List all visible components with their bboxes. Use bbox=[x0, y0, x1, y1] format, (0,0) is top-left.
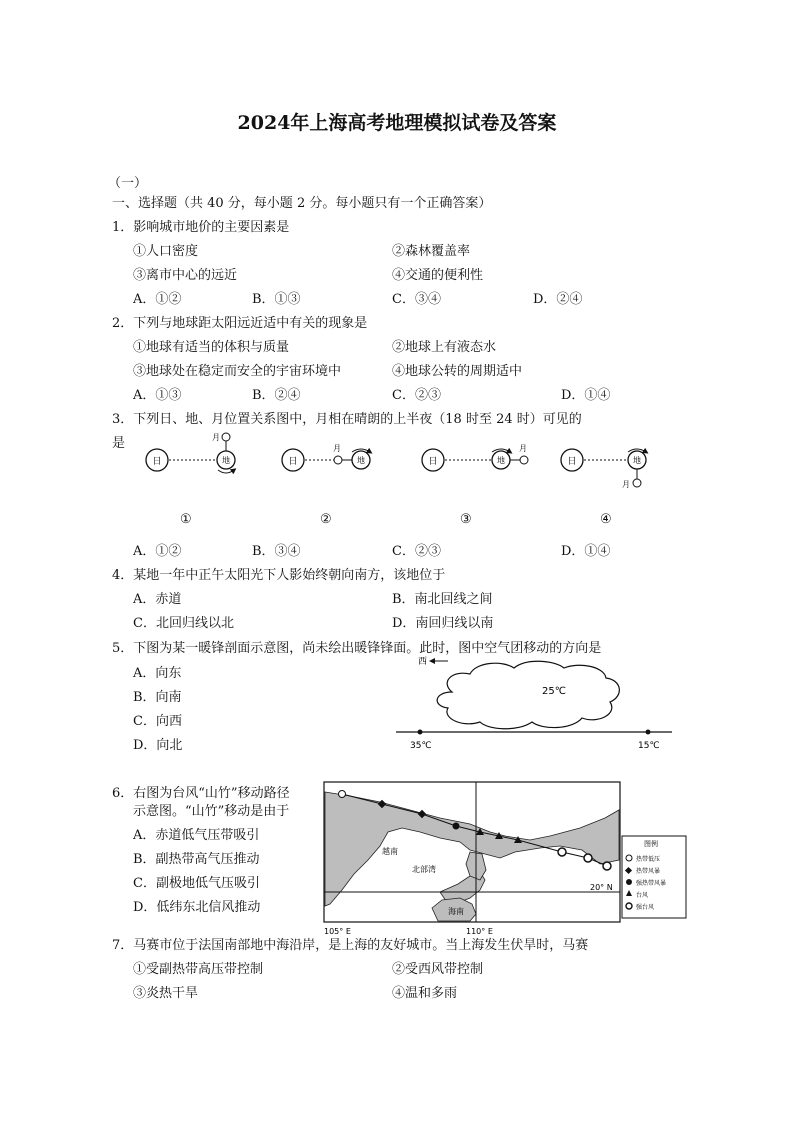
q4-choice-b[interactable]: B．南北回线之间 bbox=[392, 592, 493, 607]
q4-choice-a[interactable]: A．赤道 bbox=[133, 592, 182, 607]
legend-title: 图例 bbox=[644, 840, 658, 848]
q4-choice-c[interactable]: C．北回归线以北 bbox=[133, 616, 234, 631]
q7-item: ①受副热带高压带控制 bbox=[133, 962, 264, 977]
legend-item: 热带低压 bbox=[636, 856, 661, 863]
legend-item: 台风 bbox=[636, 892, 649, 899]
hainan-label: 海南 bbox=[448, 907, 464, 916]
q2-item: ④地球公转的周期适中 bbox=[392, 364, 523, 379]
sun-label: 日 bbox=[567, 457, 577, 467]
q3-diagram-1 bbox=[146, 433, 235, 473]
q1-choice-a[interactable]: A．①② bbox=[133, 292, 182, 307]
latitude-label: 20° N bbox=[590, 883, 613, 892]
section-header: 一、选择题（共 40 分，每小题 2 分。每小题只有一个正确答案） bbox=[112, 196, 492, 211]
q6-stem-line2: 示意图。“山竹”移动是由于 bbox=[133, 804, 290, 819]
q5-stem: 5．下图为某一暖锋剖面示意图，尚未绘出暖锋锋面。此时，图中空气团移动的方向是 bbox=[112, 641, 602, 656]
q3-choice-a[interactable]: A．①② bbox=[133, 544, 182, 559]
q2-choice-a[interactable]: A．①③ bbox=[133, 388, 182, 403]
q6-choice-d[interactable]: D．低纬东北信风推动 bbox=[133, 900, 261, 915]
q1-choice-b[interactable]: B．①③ bbox=[252, 292, 301, 307]
q7-stem: 7．马赛市位于法国南部地中海沿岸，是上海的友好城市。当上海发生伏旱时，马赛 bbox=[112, 938, 589, 953]
earth-label: 地 bbox=[497, 456, 505, 465]
q3-diagram-3 bbox=[422, 444, 528, 471]
q5-choice-c[interactable]: C．向西 bbox=[133, 714, 182, 729]
sun-label: 日 bbox=[152, 457, 162, 467]
q3-stem: 3．下列日、地、月位置关系图中，月相在晴朗的上半夜（18 时至 24 时）可见的 bbox=[112, 412, 582, 427]
q7-item: ②受西风带控制 bbox=[392, 962, 484, 977]
moon-label: 月 bbox=[622, 480, 630, 489]
q3-stem-continued: 是 bbox=[112, 436, 126, 451]
legend-item: 强热带风暴 bbox=[636, 880, 667, 887]
moon-label: 月 bbox=[519, 444, 527, 453]
earth-label: 地 bbox=[357, 456, 365, 465]
q2-choice-b[interactable]: B．②④ bbox=[252, 388, 301, 403]
legend-item: 强台风 bbox=[636, 904, 655, 911]
q1-stem: 1．影响城市地价的主要因素是 bbox=[112, 220, 290, 235]
legend-item: 热带风暴 bbox=[636, 868, 661, 875]
q3-label-3: ③ bbox=[460, 512, 472, 527]
q3-diagram-4 bbox=[561, 449, 646, 489]
earth-label: 地 bbox=[633, 456, 641, 465]
q5-choice-a[interactable]: A．向东 bbox=[133, 666, 182, 681]
sun-label: 日 bbox=[288, 457, 298, 467]
q5-warm-front-diagram bbox=[392, 652, 682, 756]
cloud-icon bbox=[437, 661, 619, 729]
q6-choice-c[interactable]: C．副极地低气压吸引 bbox=[133, 876, 260, 891]
longitude-label-105: 105° E bbox=[324, 927, 351, 936]
gulf-label: 北部湾 bbox=[412, 865, 436, 874]
q2-stem: 2．下列与地球距太阳远近适中有关的现象是 bbox=[112, 316, 368, 331]
q5-choice-b[interactable]: B．向南 bbox=[133, 690, 182, 705]
q3-choice-d[interactable]: D．①④ bbox=[561, 544, 611, 559]
q2-item: ②地球上有液态水 bbox=[392, 340, 497, 355]
west-label: 西 bbox=[418, 657, 428, 667]
q1-item: ③离市中心的远近 bbox=[133, 268, 238, 283]
q1-item: ④交通的便利性 bbox=[392, 268, 484, 283]
q6-typhoon-map bbox=[320, 780, 692, 938]
earth-label: 地 bbox=[222, 456, 230, 465]
q3-choice-c[interactable]: C．②③ bbox=[392, 544, 441, 559]
q3-label-2: ② bbox=[320, 512, 332, 527]
q2-item: ③地球处在稳定而安全的宇宙环境中 bbox=[133, 364, 342, 379]
q4-stem: 4．某地一年中正午太阳光下人影始终朝向南方，该地位于 bbox=[112, 568, 446, 583]
q5-choice-d[interactable]: D．向北 bbox=[133, 738, 183, 753]
moon-label: 月 bbox=[212, 433, 220, 442]
moon-icon bbox=[633, 479, 641, 487]
moon-icon bbox=[222, 433, 230, 441]
q4-choice-d[interactable]: D．南回归线以南 bbox=[392, 616, 494, 631]
moon-icon bbox=[334, 456, 342, 464]
q7-item: ④温和多雨 bbox=[392, 986, 458, 1001]
vietnam-label: 越南 bbox=[382, 847, 398, 856]
cloud-temperature: 25℃ bbox=[542, 686, 566, 697]
q7-item: ③炎热干旱 bbox=[133, 986, 199, 1001]
q3-label-4: ④ bbox=[600, 512, 612, 527]
q1-item: ①人口密度 bbox=[133, 244, 199, 259]
q1-item: ②森林覆盖率 bbox=[392, 244, 471, 259]
sun-label: 日 bbox=[428, 457, 438, 467]
section-number: （一） bbox=[108, 176, 148, 191]
q2-choice-d[interactable]: D．①④ bbox=[561, 388, 611, 403]
q6-stem-line1: 6．右图为台风“山竹”移动路径 bbox=[112, 786, 290, 801]
q1-choice-d[interactable]: D．②④ bbox=[533, 292, 583, 307]
q3-diagrams bbox=[130, 426, 670, 496]
longitude-label-110: 110° E bbox=[466, 927, 493, 936]
page-title: 2024年上海高考地理模拟试卷及答案 bbox=[237, 112, 557, 134]
q2-choice-c[interactable]: C．②③ bbox=[392, 388, 441, 403]
q3-label-1: ① bbox=[180, 512, 192, 527]
moon-label: 月 bbox=[333, 444, 341, 453]
moon-icon bbox=[520, 456, 528, 464]
q1-choice-c[interactable]: C．③④ bbox=[392, 292, 441, 307]
right-temperature: 15℃ bbox=[638, 741, 660, 751]
q6-choice-b[interactable]: B．副热带高气压推动 bbox=[133, 852, 260, 867]
left-temperature: 35℃ bbox=[410, 741, 432, 751]
q3-choice-b[interactable]: B．③④ bbox=[252, 544, 301, 559]
q3-diagram-2 bbox=[282, 444, 370, 471]
q2-item: ①地球有适当的体积与质量 bbox=[133, 340, 290, 355]
q6-choice-a[interactable]: A．赤道低气压带吸引 bbox=[133, 828, 260, 843]
